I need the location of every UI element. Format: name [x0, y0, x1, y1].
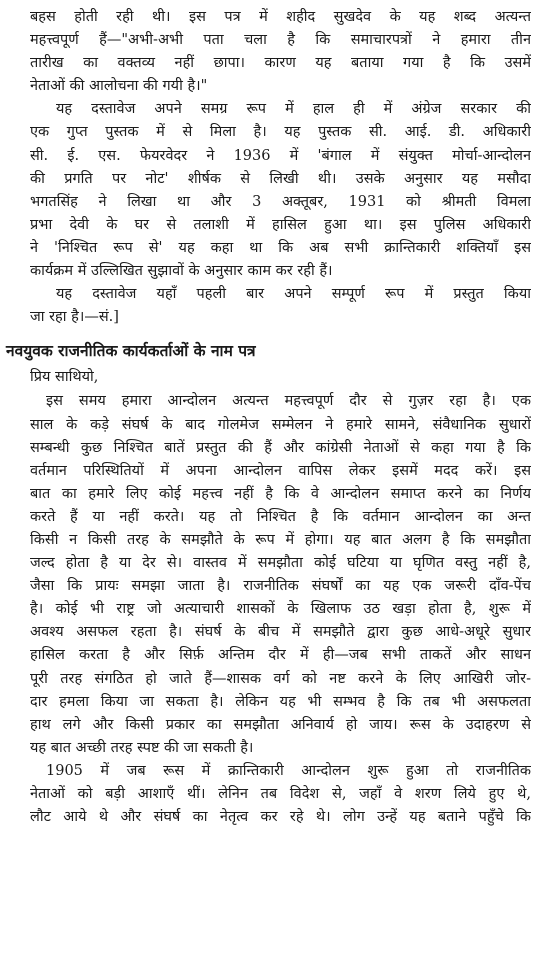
text-line: यह दस्तावेज अपने समग्र रूप में हाल ही में अंग्रेज सरकार की: [56, 101, 531, 118]
text-line: दार हमला किया जा सकता है। लेकिन यह भी सम्भव है कि तब भी असफलता: [30, 693, 531, 710]
text-line: नेताओं को बड़ी आशाएँ थीं। लेनिन तब विदेश से, जहाँ वे शरण लिये हुए थे,: [30, 786, 531, 802]
text-line: हासिल करता है और सिर्फ़ अन्तिम दौर में ही—जब सभी ताकतें और साधन: [30, 647, 531, 664]
text-line: जैसा कि प्रायः समझा जाता है। राजनीतिक संघर्षों का यह एक जरूरी दाँव-पेंच: [30, 578, 531, 595]
body-paragraph-2: [30, 760, 531, 829]
text-line: ने 'निश्चित रूप से' यह कहा था कि अब सभी क्रान्तिकारी शक्तियाँ इस: [30, 239, 531, 256]
text-line: 1905 में जब रूस में क्रान्तिकारी आन्दोलन शुरू हुआ तो राजनीतिक: [46, 762, 531, 779]
text-line: करते हैं या नहीं करते। यह तो निश्चित है कि वर्तमान आन्दोलन का अन्त: [30, 508, 531, 525]
text-line: बहस होती रही थी। इस पत्र में शहीद सुखदेव के यह शब्द अत्यन्त: [30, 9, 531, 25]
text-line: पूरी तरह संगठित हो जाते हैं—शासक वर्ग को नष्ट करने के लिए आखिरी जोर-: [30, 670, 531, 687]
text-line: लौट आये थे और संघर्ष का नेतृत्व कर रहे थे। लोग उन्हें यह बताने पहुँचे कि: [30, 809, 531, 826]
text-line: भगतसिंह ने लिखा था और 3 अक्तूबर, 1931 को श्रीमती विमला: [30, 193, 531, 210]
intro-paragraph-1: [30, 6, 531, 98]
text-line: किसी न किसी तरह के समझौते के रूप में होगा। यह बात अलग है कि समझौता: [30, 531, 531, 548]
text-line: नेताओं की आलोचना की गयी है।": [30, 78, 208, 95]
text-line: जा रहा है।—सं.]: [30, 309, 119, 326]
text-line: साल के कड़े संघर्ष के बाद गोलमेज सम्मेलन ने हमारे सामने, संवैधानिक सुधारों: [30, 416, 531, 433]
text-line: जल्द होता है या देर से। वास्तव में समझौता कोई घटिया या घृणित वस्तु नहीं है,: [30, 555, 531, 572]
text-line: बात का हमारे लिए कोई महत्त्व नहीं है कि वे आन्दोलन समाप्त करने का निर्णय: [30, 485, 531, 502]
text-line: यह बात अच्छी तरह स्पष्ट की जा सकती है।: [30, 739, 254, 756]
text-line: इस समय हमारा आन्दोलन अत्यन्त महत्त्वपूर्ण दौर से गुज़र रहा है। एक: [46, 393, 531, 410]
text-line: एक गुप्त पुस्तक में से मिला है। यह पुस्तक सी. आई. डी. अधिकारी: [30, 124, 531, 141]
text-line: सी. ई. एस. फेयरवेदर ने 1936 में 'बंगाल में संयुक्त मोर्चा-आन्दोलन: [30, 147, 531, 164]
text-line: वर्तमान परिस्थितियों में अपना आन्दोलन वापिस लेकर इसमें मदद करें। इस: [30, 462, 531, 479]
body-paragraph-1: [30, 390, 531, 760]
text-line: अवश्य असफल रहता है। संघर्ष के बीच में समझौते द्वारा कुछ आधे-अधूरे सुधार: [30, 624, 531, 641]
text-line: सम्बन्धी कुछ निश्चित बातें प्रस्तुत की हैं और कांग्रेसी नेताओं से कहा गया है कि: [30, 439, 531, 456]
text-line: तारीख का वक्तव्य नहीं छापा। कारण यह बताया गया है कि उसमें: [30, 55, 531, 72]
text-line: की प्रगति पर नोट' शीर्षक से लिखी थी। उसके अनुसार यह मसौदा: [30, 170, 531, 187]
text-line: कार्यक्रम में उल्लिखित सुझावों के अनुसार काम कर रही हैं।: [30, 263, 333, 280]
text-line: है। कोई भी राष्ट्र जो अत्याचारी शासकों के खिलाफ उठ खड़ा होता है, शुरू में: [30, 601, 531, 618]
intro-paragraph-3: [30, 283, 531, 329]
text-line: यह दस्तावेज यहाँ पहली बार अपने सम्पूर्ण रूप में प्रस्तुत किया: [56, 286, 531, 303]
text-line: हाथ लगे और किसी प्रकार का समझौता अनिवार्य हो जाय। रूस के उदाहरण से: [30, 716, 531, 733]
salutation: प्रिय साथियो,: [30, 369, 99, 386]
section-heading: नवयुवक राजनीतिक कार्यकर्ताओं के नाम पत्र: [6, 341, 256, 361]
text-line: महत्त्वपूर्ण हैं—"अभी-अभी पता चला है कि समाचारपत्रों ने हमारा तीन: [30, 32, 531, 49]
intro-paragraph-2: [30, 98, 531, 283]
text-line: प्रभा देवी के घर से तलाशी में हासिल हुआ था। इस पुलिस अधिकारी: [30, 216, 531, 233]
